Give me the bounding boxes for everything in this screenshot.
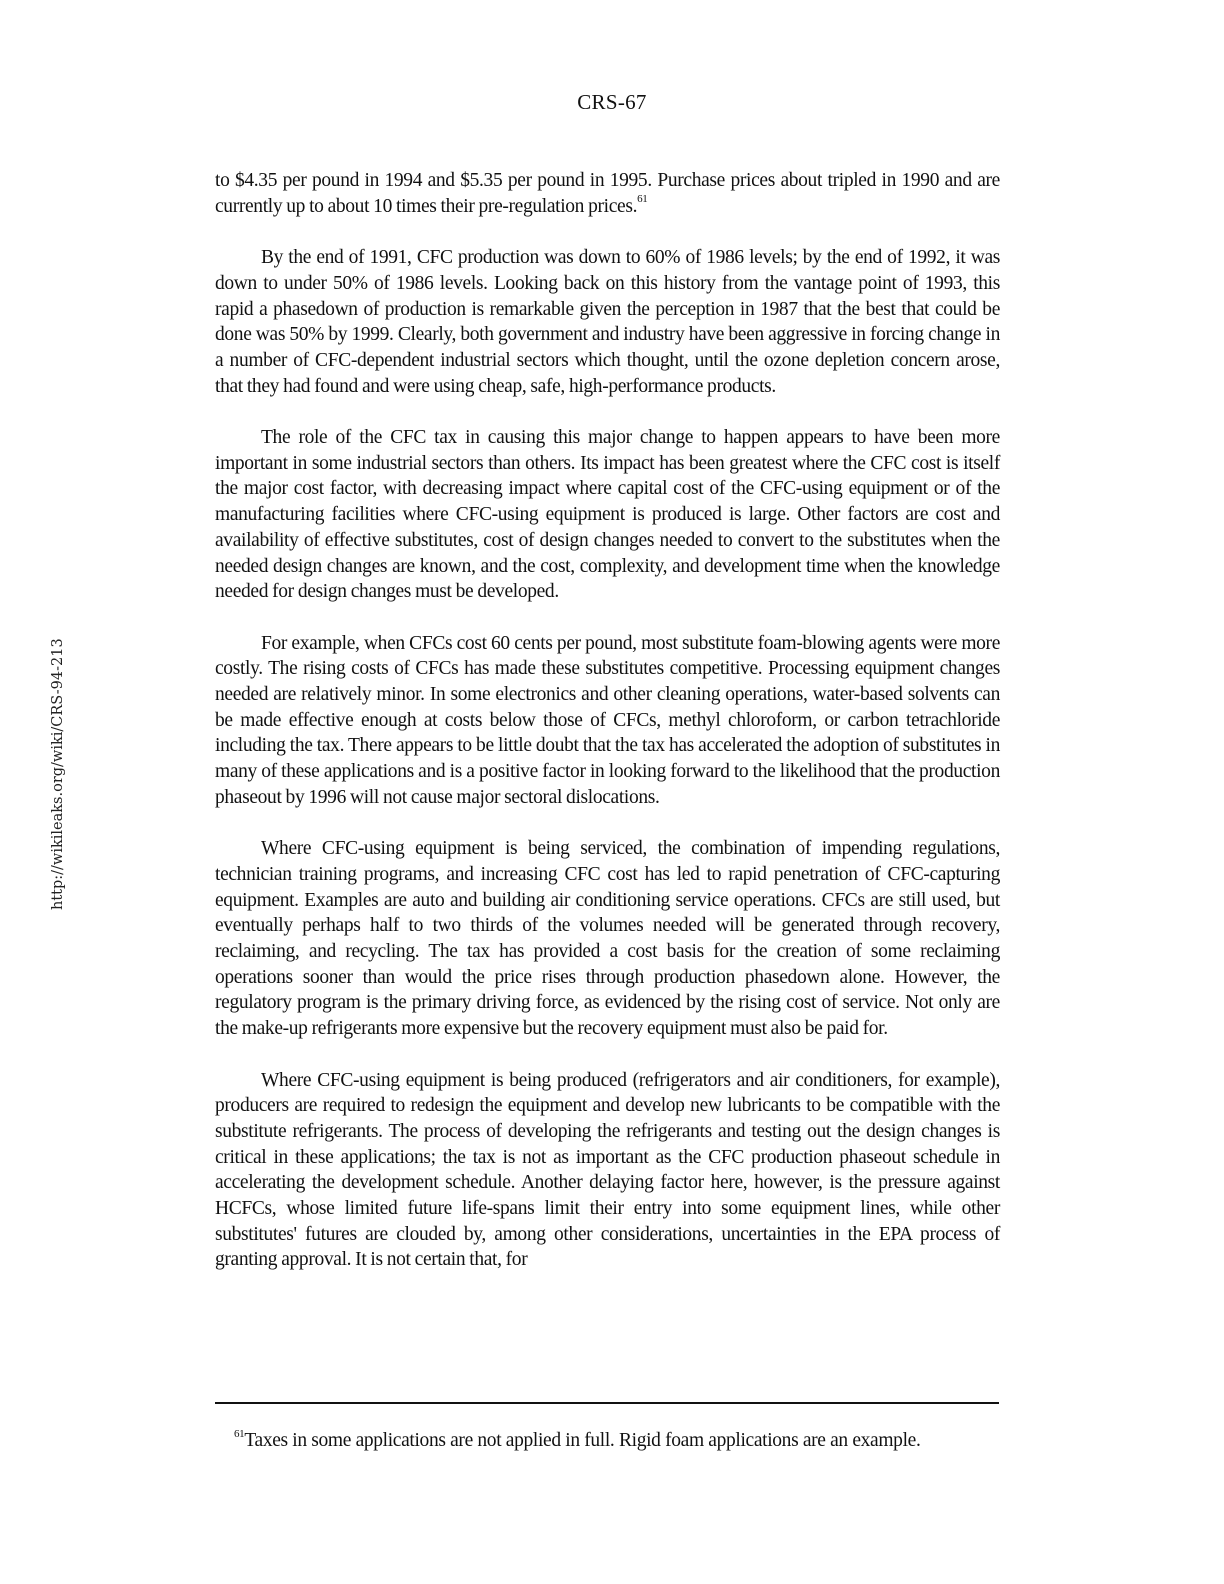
page-header: CRS-67 bbox=[577, 90, 647, 114]
paragraph-text: to $4.35 per pound in 1994 and $5.35 per pound in 1995. Purchase prices about tripled in 1990 and are currently up to about 10 times their pre-regulation prices. bbox=[215, 170, 1000, 217]
footnote bbox=[234, 1427, 1014, 1452]
footnote-ref[interactable]: 61 bbox=[637, 193, 648, 206]
paragraph: The role of the CFC tax in causing this major change to happen appears to have been more important in some industrial sectors than others. Its impact has been greatest where the CFC cost is itself the major cost factor, with decreasing impact where capital cost of the CFC-using equipment or of the manufacturing facilities where CFC-using equipment is produced is large. Other factors are cost and availability of effective substitutes, cost of design changes needed to convert to the substitutes when the needed design changes are known, and the cost, complexity, and development time when the knowledge needed for design changes must be developed. bbox=[215, 427, 1000, 603]
body-text bbox=[215, 168, 1000, 1299]
footnote-number: 61 bbox=[234, 1427, 245, 1440]
footnote-text: Taxes in some applications are not applied in full. Rigid foam applications are an example. bbox=[244, 1430, 921, 1451]
paragraph: For example, when CFCs cost 60 cents per pound, most substitute foam-blowing agents were more costly. The rising costs of CFCs has made these substitutes competitive. Processing equipment changes needed are relatively minor. In some electronics and other cleaning operations, water-based solvents can be made effective enough at costs below those of CFCs, methyl chloroform, or carbon tetrachloride including the tax. There appears to be little doubt that the tax has accelerated the adoption of substitutes in many of these applications and is a positive factor in looking forward to the likelihood that the production phaseout by 1996 will not cause major sectoral dislocations. bbox=[215, 632, 1000, 808]
paragraph: Where CFC-using equipment is being serviced, the combination of impending regulations, technician training programs, and increasing CFC cost has led to rapid penetration of CFC-capturing equipment. Examples are auto and building air conditioning service operations. CFCs are still used, but eventually perhaps half to two thirds of the volumes needed will be generated through recovery, reclaiming, and recycling. The tax has provided a cost basis for the creation of some reclaiming operations sooner than would the price rises through production phasedown alone. However, the regulatory program is the primary driving force, as evidenced by the rising cost of service. Not only are the make-up refrigerants more expensive but the recovery equipment must also be paid for. bbox=[215, 838, 1000, 1040]
footnote-divider bbox=[215, 1402, 999, 1404]
paragraph-continued bbox=[215, 168, 1000, 219]
paragraph: Where CFC-using equipment is being produced (refrigerators and air conditioners, for example), producers are required to redesign the equipment and develop new lubricants to be compatible with the substitute refrigerants. The process of developing the refrigerants and testing out the design changes is critical in these applications; the tax is not as important as the CFC production phaseout schedule in accelerating the development schedule. Another delaying factor here, however, is the pressure against HCFCs, whose limited future life-spans limit their entry into some equipment lines, while other substitutes' futures are clouded by, among other considerations, uncertainties in the EPA process of granting approval. It is not certain that, for bbox=[215, 1069, 1000, 1271]
source-url-watermark: http://wikileaks.org/wiki/CRS-94-213 bbox=[50, 638, 66, 910]
paragraph: By the end of 1991, CFC production was down to 60% of 1986 levels; by the end of 1992, it was down to under 50% of 1986 levels. Looking back on this history from the vantage point of 1993, this rapid a phasedown of production is remarkable given the perception in 1987 that the best that could be done was 50% by 1999. Clearly, both government and industry have been aggressive in forcing change in a number of CFC-dependent industrial sectors which thought, until the ozone depletion concern arose, that they had found and were using cheap, safe, high-performance products. bbox=[215, 247, 1000, 397]
